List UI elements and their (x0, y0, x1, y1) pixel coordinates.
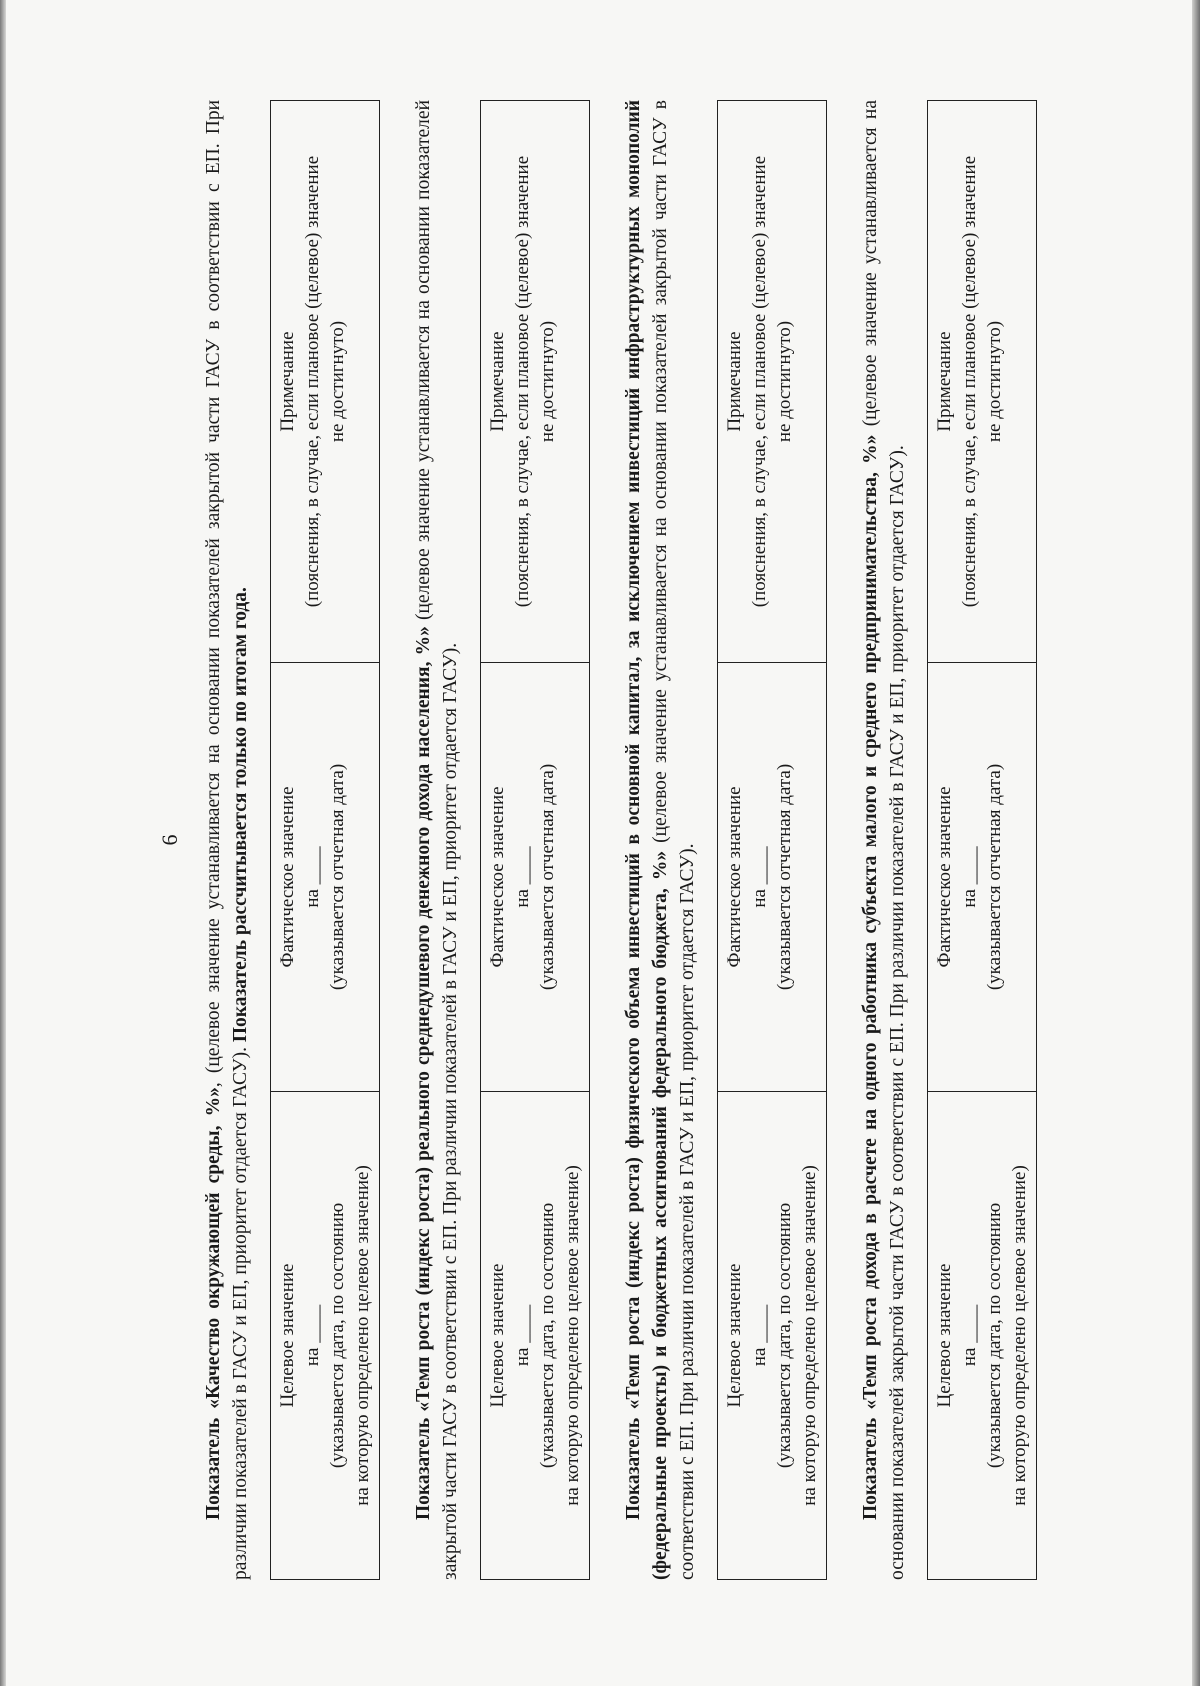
actual-note: (указывается отчетная дата) (537, 763, 558, 991)
remark-note-2: не достигнуто) (537, 320, 558, 443)
indicator-table (480, 100, 590, 1580)
remark-note-2: не достигнуто) (984, 320, 1005, 443)
remark-title: Примечание (487, 331, 508, 432)
indicator-text: (целевое значение устанавливается на основании показателей закрытой части ГАСУ в соответствии с ЕП. При различии показателей в ГАСУ и ЕП, приоритет отдается ГАСУ). (413, 99, 461, 1580)
target-date-blank: на ____ (512, 1304, 533, 1367)
indicator-table (927, 100, 1037, 1580)
remark-cell (271, 101, 380, 663)
target-note-1: (указывается дата, по состоянию (984, 1202, 1005, 1469)
target-date-blank: на ____ (302, 1304, 323, 1367)
indicator-table (717, 100, 827, 1580)
scan-edge-left (0, 0, 6, 1686)
actual-value-cell (718, 663, 827, 1092)
indicator-title: Показатель «Темп роста дохода в расчете на одного работника субъекта малого и среднего предпринимательства, %» (860, 434, 881, 1520)
target-title: Целевое значение (487, 1263, 508, 1408)
table-row (928, 101, 1037, 1580)
rotated-content (150, 100, 1150, 1580)
indicator-paragraph (857, 100, 911, 1580)
target-note-1: (указывается дата, по состоянию (327, 1202, 348, 1469)
target-value-cell (271, 1091, 380, 1579)
actual-value-cell (928, 663, 1037, 1092)
target-title: Целевое значение (724, 1263, 745, 1408)
target-note-1: (указывается дата, по состоянию (537, 1202, 558, 1469)
target-date-blank: на ____ (749, 1304, 770, 1367)
actual-value-cell (481, 663, 590, 1092)
actual-title: Фактическое значение (934, 786, 955, 968)
indicator-paragraph (620, 100, 701, 1580)
target-title: Целевое значение (277, 1263, 298, 1408)
target-note-2: на которую определено целевое значение) (352, 1165, 373, 1506)
actual-date-blank: на ____ (959, 846, 980, 908)
target-note-1: (указывается дата, по состоянию (774, 1202, 795, 1469)
remark-title: Примечание (277, 331, 298, 432)
remark-note-2: не достигнуто) (327, 320, 348, 443)
remark-note-1: (пояснения, в случае, если плановое (целевое) значение (512, 155, 533, 608)
table-row (481, 101, 590, 1580)
indicator-text: (целевое значение устанавливается на основании показателей закрытой части ГАСУ в соответствии с ЕП. При различии показателей в ГАСУ и ЕП, приоритет отдается ГАСУ). (860, 99, 908, 1580)
remark-cell (481, 101, 590, 663)
actual-date-blank: на ____ (302, 846, 323, 908)
indicator-block (857, 100, 1037, 1580)
actual-title: Фактическое значение (277, 786, 298, 968)
page-number: 6 (157, 834, 182, 846)
remark-note-1: (пояснения, в случае, если плановое (целевое) значение (749, 155, 770, 608)
actual-note: (указывается отчетная дата) (984, 763, 1005, 991)
table-row (718, 101, 827, 1580)
indicator-text: , (целевое значение устанавливается на основании показателей закрытой части ГАСУ в соответствии с ЕП. При различии показателей в ГАСУ и ЕП, приоритет отдается ГАСУ). (203, 99, 251, 1580)
actual-value-cell (271, 663, 380, 1092)
table-row (271, 101, 380, 1580)
actual-note: (указывается отчетная дата) (327, 763, 348, 991)
document-body (190, 100, 1037, 1580)
target-date-blank: на ____ (959, 1304, 980, 1367)
actual-title: Фактическое значение (724, 786, 745, 968)
remark-cell (928, 101, 1037, 663)
scan-edge-right (1192, 0, 1200, 1686)
remark-note-1: (пояснения, в случае, если плановое (целевое) значение (302, 155, 323, 608)
indicator-block (200, 100, 380, 1580)
indicator-title: Показатель «Качество окружающей среды, %» (203, 1087, 224, 1520)
remark-note-1: (пояснения, в случае, если плановое (целевое) значение (959, 155, 980, 608)
target-value-cell (481, 1091, 590, 1579)
target-value-cell (718, 1091, 827, 1579)
remark-title: Примечание (724, 331, 745, 432)
actual-date-blank: на ____ (512, 846, 533, 908)
target-note-2: на которую определено целевое значение) (562, 1165, 583, 1506)
indicator-title: Показатель «Темп роста (индекс роста) физического объема инвестиций в основной капитал, за исключением инвестиций инфраструктурных монополий (федеральные проекты) и бюджетных ассигнований федерального бюджета, %» (623, 100, 671, 1580)
target-value-cell (928, 1091, 1037, 1579)
indicator-block (620, 100, 827, 1580)
actual-note: (указывается отчетная дата) (774, 763, 795, 991)
remark-note-2: не достигнуто) (774, 320, 795, 443)
indicator-note: Показатель рассчитывается только по итогам года. (230, 587, 251, 1043)
indicator-block (410, 100, 590, 1580)
target-title: Целевое значение (934, 1263, 955, 1408)
indicator-title: Показатель «Темп роста (индекс роста) реального среднедушевого денежного дохода населения, %» (413, 626, 434, 1520)
indicator-table (270, 100, 380, 1580)
actual-title: Фактическое значение (487, 786, 508, 968)
remark-cell (718, 101, 827, 663)
actual-date-blank: на ____ (749, 846, 770, 908)
indicator-paragraph (200, 100, 254, 1580)
target-note-2: на которую определено целевое значение) (799, 1165, 820, 1506)
target-note-2: на которую определено целевое значение) (1009, 1165, 1030, 1506)
remark-title: Примечание (934, 331, 955, 432)
indicator-paragraph (410, 100, 464, 1580)
indicator-text: (целевое значение устанавливается на основании показателей закрытой части ГАСУ в соответствии с ЕП. При различии показателей в ГАСУ и ЕП, приоритет отдается ГАСУ). (650, 100, 698, 1580)
